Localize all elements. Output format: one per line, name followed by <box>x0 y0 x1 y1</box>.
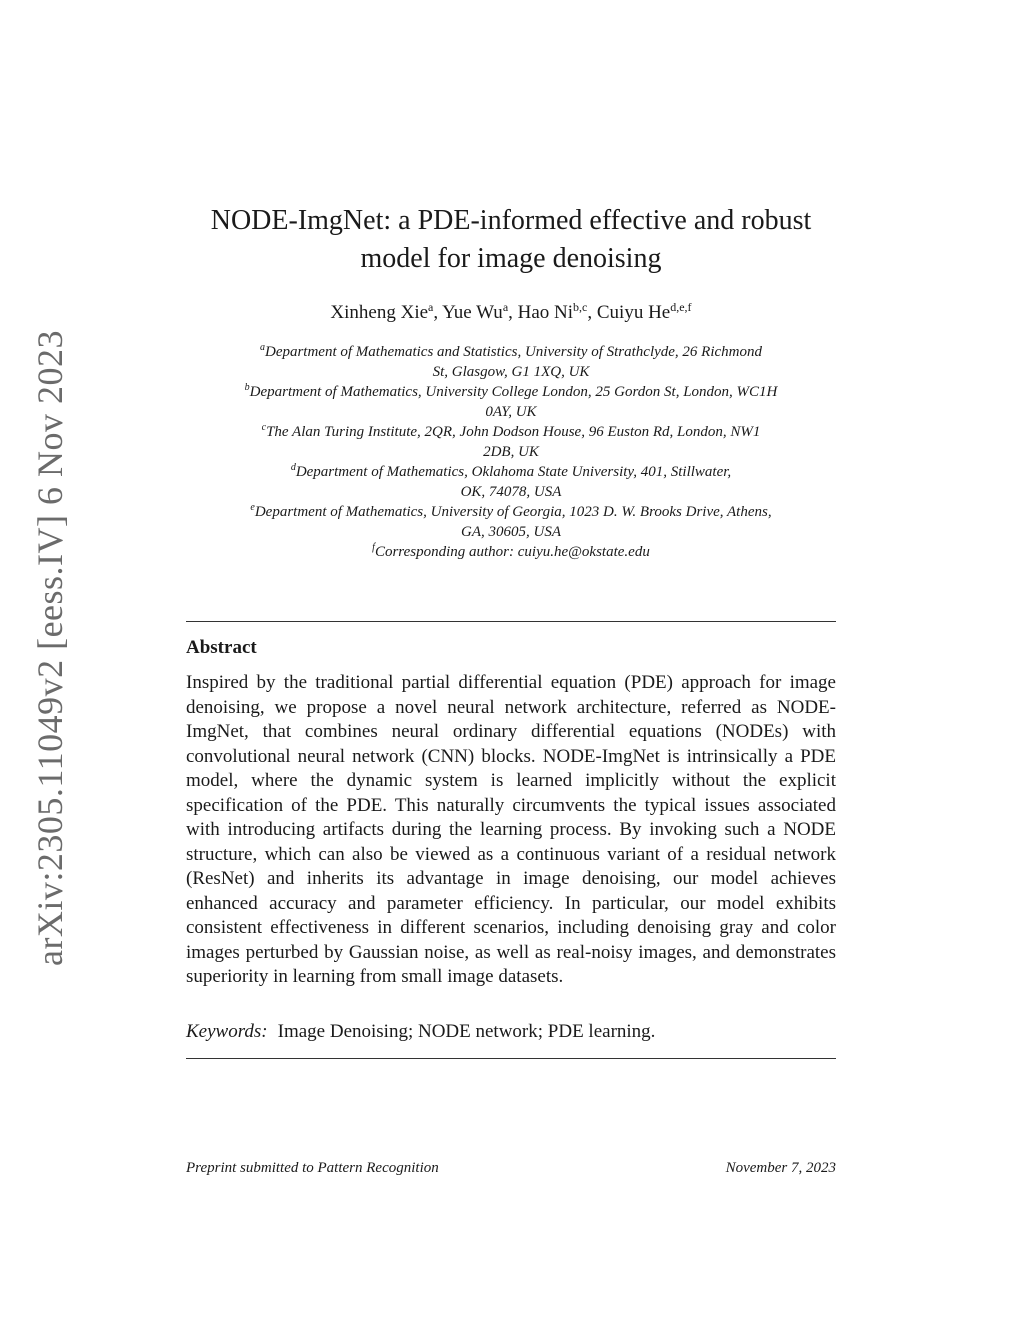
abstract-heading: Abstract <box>186 637 257 658</box>
author-name: Xinheng Xie <box>330 302 429 323</box>
affiliation-line: Department of Mathematics, University College London, 25 Gordon St, London, WC1H <box>249 384 778 400</box>
paper-title <box>166 202 856 278</box>
corresponding-author <box>186 542 836 562</box>
affiliation-line: 0AY, UK <box>485 404 537 420</box>
abstract-top-rule <box>186 621 836 622</box>
abstract-body: Inspired by the traditional partial differential equation (PDE) approach for image denoising, we propose a novel neural network architecture, referred as NODE-ImgNet, that combines neural ordinary differential equations (NODEs) with convolutional neural network (CNN) blocks. NODE-ImgNet is intrinsically a PDE model, where the dynamic system is learned implicitly without the explicit specification of the PDE. This naturally circumvents the typical issues associated with introducing artifacts during the learning process. By invoking such a NODE structure, which can also be viewed as a continuous variant of a residual network (ResNet) and inherits its advantage in image denoising, our model achieves enhanced accuracy and parameter efficiency. In particular, our model exhibits consistent effectiveness in different scenarios, including denoising gray and color images perturbed by Gaussian noise, as well as real-noisy images, and demonstrates superiority in learning from small image datasets. <box>186 672 836 987</box>
keywords <box>186 1020 836 1044</box>
affiliation-line: Department of Mathematics, Oklahoma State University, 401, Stillwater, <box>295 464 732 480</box>
author <box>442 302 517 323</box>
affiliation <box>186 462 836 502</box>
affiliation-line: Department of Mathematics, University of Georgia, 1023 D. W. Brooks Drive, Athens, <box>254 504 772 520</box>
author-name: Hao Ni <box>517 302 574 323</box>
author <box>518 302 597 323</box>
affiliation-line: St, Glasgow, G1 1XQ, UK <box>432 364 590 380</box>
affiliation-line: OK, 74078, USA <box>460 484 562 500</box>
author-affiliation-mark: a <box>502 300 509 314</box>
author-name: Yue Wu <box>442 302 503 323</box>
author-list <box>186 300 836 326</box>
arxiv-identifier-stamp: arXiv:2305.11049v2 [eess.IV] 6 Nov 2023 <box>30 329 70 967</box>
keywords-text: Image Denoising; NODE network; PDE learning. <box>277 1021 656 1042</box>
author <box>597 302 692 323</box>
affiliation <box>186 422 836 462</box>
keywords-label: Keywords: <box>186 1021 268 1042</box>
footer-preprint-note: Preprint submitted to Pattern Recognition <box>186 1160 439 1176</box>
abstract-bottom-rule <box>186 1058 836 1059</box>
author-separator: , <box>587 302 597 323</box>
affiliation-line: 2DB, UK <box>483 444 539 460</box>
affiliation-mark: c <box>261 422 267 433</box>
affiliation-line: The Alan Turing Institute, 2QR, John Dodson House, 96 Euston Rd, London, NW1 <box>266 424 761 440</box>
author-separator: , <box>508 302 518 323</box>
author-affiliation-mark: b,c <box>573 300 588 314</box>
author-affiliation-mark: d,e,f <box>670 300 692 314</box>
corresponding-author-line: Corresponding author: cuiyu.he@okstate.edu <box>374 544 650 560</box>
affiliation-mark: f <box>372 542 375 553</box>
affiliation-list <box>186 342 836 562</box>
author-separator: , <box>433 302 443 323</box>
affiliation-mark: d <box>290 462 296 473</box>
affiliation-mark: a <box>259 342 265 353</box>
affiliation <box>186 342 836 382</box>
affiliation <box>186 382 836 422</box>
affiliation-mark: b <box>244 382 250 393</box>
affiliation-line: GA, 30605, USA <box>461 524 561 540</box>
page-footer <box>186 1160 836 1177</box>
author-name: Cuiyu He <box>596 302 671 323</box>
title-line: model for image denoising <box>360 243 662 274</box>
title-line: NODE-ImgNet: a PDE-informed effective and robust <box>210 205 812 236</box>
author-affiliation-mark: a <box>428 300 434 314</box>
affiliation-mark: e <box>250 502 255 513</box>
affiliation-line: Department of Mathematics and Statistics, University of Strathclyde, 26 Richmond <box>264 344 762 360</box>
footer-date: November 7, 2023 <box>725 1160 836 1176</box>
author <box>330 302 442 323</box>
affiliation <box>186 502 836 542</box>
